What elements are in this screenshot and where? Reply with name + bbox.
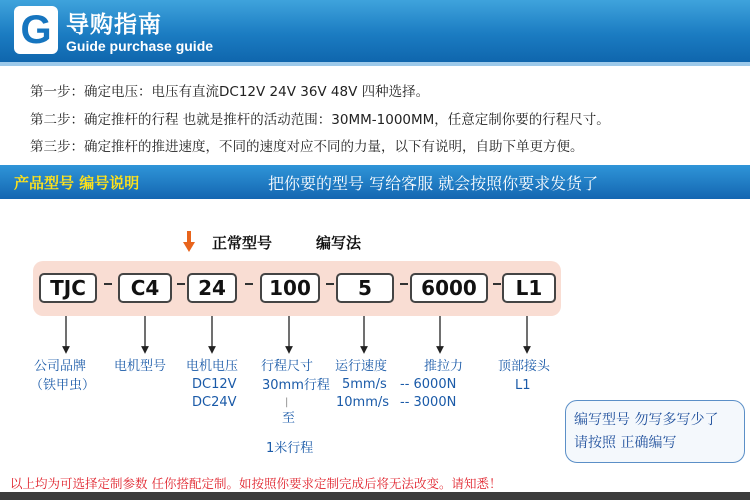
label-force-3000: -- 3000N	[400, 395, 457, 410]
label-brand: 公司品牌	[34, 359, 87, 374]
code-stroke-box: 100	[260, 273, 320, 303]
code-brand-box: TJC	[39, 273, 97, 303]
code-speed-box: 5	[336, 273, 394, 303]
header-title: 导购指南	[66, 12, 162, 38]
label-voltage-12: DC12V	[192, 377, 237, 392]
header-banner	[0, 0, 750, 62]
connector-arrows	[0, 310, 600, 355]
code-separator	[177, 283, 185, 285]
header-divider	[0, 62, 750, 66]
header-subtitle: Guide purchase guide	[66, 38, 214, 54]
label-stroke: 行程尺寸	[261, 359, 314, 374]
code-head-box: L1	[502, 273, 556, 303]
code-separator	[326, 283, 334, 285]
band-right-label: 把你要的型号 写给客服 就会按照你要求发货了	[268, 174, 599, 193]
label-force-6000: -- 6000N	[400, 377, 457, 392]
step-three: 第三步：确定推杆的推进速度，不同的速度对应不同的力量，以下有说明，自助下单更方便。	[30, 139, 584, 155]
write-method-title: 编写法	[316, 234, 362, 252]
label-speed-10: 10mm/s	[336, 395, 390, 410]
label-speed-5: 5mm/s	[342, 377, 387, 392]
g-logo-icon: G	[14, 6, 58, 54]
footer-notice: 以上均为可选择定制参数 任你搭配定制。如按照你要求定制完成后将无法改变。请知悉！	[10, 476, 502, 491]
step-one: 第一步：确定电压：电压有直流DC12V 24V 36V 48V 四种选择。	[30, 84, 430, 100]
code-separator	[400, 283, 408, 285]
code-separator	[245, 283, 253, 285]
code-force-box: 6000	[410, 273, 488, 303]
label-force: 推拉力	[424, 359, 464, 374]
label-head: 顶部接头	[498, 359, 551, 374]
code-voltage-box: 24	[187, 273, 237, 303]
code-separator	[104, 283, 112, 285]
label-stroke-bar: |	[285, 397, 289, 408]
label-speed: 运行速度	[335, 359, 388, 374]
normal-model-title: 正常型号	[212, 234, 273, 252]
band-left-label: 产品型号 编号说明	[14, 174, 140, 192]
label-stroke-to: 至	[282, 411, 296, 426]
label-voltage: 电机电压	[186, 359, 239, 374]
model-band	[0, 165, 750, 199]
down-arrow-icon	[183, 231, 195, 253]
note-line-one: 编写型号 勿写多写少了	[574, 412, 719, 428]
label-head-code: L1	[515, 378, 531, 393]
footer-bar	[0, 492, 750, 500]
step-two: 第二步：确定推杆的行程 也就是推杆的活动范围：30MM-1000MM，任意定制你要的行程尺寸。	[30, 112, 610, 128]
label-voltage-24: DC24V	[192, 395, 237, 410]
code-separator	[493, 283, 501, 285]
label-brand-sub: （铁甲虫）	[30, 378, 96, 393]
code-motor-box: C4	[118, 273, 172, 303]
label-stroke-max: 1米行程	[266, 441, 314, 456]
note-line-two: 请按照 正确编写	[574, 435, 677, 451]
label-stroke-min: 30mm行程	[262, 378, 330, 393]
label-motor: 电机型号	[114, 359, 167, 374]
